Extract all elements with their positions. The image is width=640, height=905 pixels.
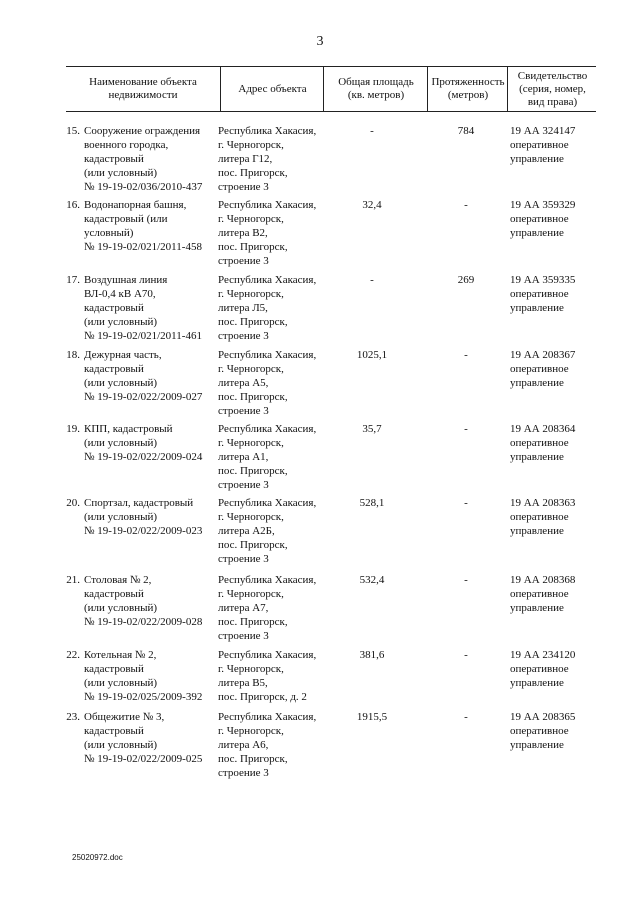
object-name-line: Сооружение ограждения (84, 125, 201, 137)
row-number: 23. (66, 711, 80, 723)
object-address-line: г. Черногорск, (218, 511, 284, 523)
object-name (84, 710, 222, 766)
object-name (84, 348, 222, 404)
object-address-line: пос. Пригорск, (218, 753, 288, 765)
row-number: 17. (66, 274, 80, 286)
object-name (84, 124, 222, 194)
certificate-line: управление (510, 451, 564, 463)
object-address-line: пос. Пригорск, (218, 539, 288, 551)
table-header (66, 66, 596, 112)
object-name-line: (или условный) (84, 437, 158, 449)
certificate (510, 648, 610, 690)
header-address (220, 67, 324, 111)
object-address-line: пос. Пригорск, (218, 316, 288, 328)
object-length: - (464, 199, 468, 211)
header-line: (кв. метров) (347, 89, 405, 101)
object-address (218, 124, 338, 194)
certificate-line: управление (510, 677, 564, 689)
object-name-line: № 19-19-02/022/2009-024 (84, 451, 203, 463)
object-name-line: (или условный) (84, 377, 158, 389)
certificate-line: оперативное (510, 663, 569, 675)
object-name (84, 198, 222, 254)
object-name-line: (или условный) (84, 677, 158, 689)
object-address-line: Республика Хакасия, (218, 497, 317, 509)
object-name-line: кадастровый (84, 363, 144, 375)
object-name-line: (или условный) (84, 602, 158, 614)
object-address-line: строение 3 (218, 553, 269, 565)
object-name-line: условный) (84, 227, 134, 239)
certificate-line: управление (510, 377, 564, 389)
object-length: 269 (457, 274, 475, 286)
object-address-line: строение 3 (218, 255, 269, 267)
object-address (218, 496, 338, 566)
object-address-line: пос. Пригорск, (218, 616, 288, 628)
object-name-line: Спортзал, кадастровый (84, 497, 194, 509)
object-name-line: кадастровый (или (84, 213, 168, 225)
certificate (510, 573, 610, 615)
header-length (427, 67, 508, 111)
object-name-line: КПП, кадастровый (84, 423, 173, 435)
object-address-line: Республика Хакасия, (218, 349, 317, 361)
object-address-line: строение 3 (218, 630, 269, 642)
object-address-line: г. Черногорск, (218, 725, 284, 737)
object-area: 1025,1 (356, 349, 388, 361)
object-name-line: Котельная № 2, (84, 649, 157, 661)
certificate-line: оперативное (510, 363, 569, 375)
object-address-line: г. Черногорск, (218, 139, 284, 151)
certificate-line: оперативное (510, 213, 569, 225)
certificate-line: управление (510, 227, 564, 239)
object-name-line: кадастровый (84, 588, 144, 600)
certificate-line: 19 АА 324147 (510, 125, 576, 137)
object-address-line: литера В2, (218, 227, 268, 239)
object-name-line: кадастровый (84, 663, 144, 675)
object-name-line: (или условный) (84, 167, 158, 179)
certificate (510, 198, 610, 240)
object-length: - (464, 497, 468, 509)
certificate-line: 19 АА 208364 (510, 423, 576, 435)
object-name-line: № 19-19-02/022/2009-028 (84, 616, 203, 628)
object-length: - (464, 711, 468, 723)
certificate-line: оперативное (510, 288, 569, 300)
object-name-line: Общежитие № 3, (84, 711, 165, 723)
object-area: 1915,5 (356, 711, 388, 723)
row-number: 19. (66, 423, 80, 435)
object-length: - (464, 649, 468, 661)
object-address-line: пос. Пригорск, (218, 465, 288, 477)
object-length: - (464, 423, 468, 435)
certificate-line: управление (510, 153, 564, 165)
object-address (218, 573, 338, 643)
header-area (323, 67, 428, 111)
object-name (84, 422, 222, 464)
object-name-line: № 19-19-02/022/2009-023 (84, 525, 203, 537)
object-address (218, 648, 338, 704)
certificate-line: управление (510, 739, 564, 751)
header-line: (метров) (447, 89, 489, 101)
object-length: - (464, 349, 468, 361)
object-name (84, 648, 222, 704)
certificate (510, 124, 610, 166)
header-line: Протяженность (431, 76, 505, 88)
object-length: 784 (457, 125, 475, 137)
certificate (510, 348, 610, 390)
object-address-line: пос. Пригорск, д. 2 (218, 691, 307, 703)
object-address (218, 273, 338, 343)
object-name-line: кадастровый (84, 153, 144, 165)
object-name (84, 273, 222, 343)
object-address-line: пос. Пригорск, (218, 241, 288, 253)
object-address-line: литера В5, (218, 677, 268, 689)
object-address-line: Республика Хакасия, (218, 423, 317, 435)
object-address-line: г. Черногорск, (218, 437, 284, 449)
file-name: 25020972.doc (72, 853, 123, 862)
certificate-line: 19 АА 234120 (510, 649, 576, 661)
object-area: 381,6 (359, 649, 385, 661)
object-address-line: Республика Хакасия, (218, 125, 317, 137)
row-number: 15. (66, 125, 80, 137)
certificate-line: 19 АА 208363 (510, 497, 576, 509)
header-line: недвижимости (108, 89, 178, 101)
object-address-line: г. Черногорск, (218, 363, 284, 375)
object-address-line: Республика Хакасия, (218, 711, 317, 723)
header-line: (серия, номер, (519, 82, 586, 95)
certificate-line: управление (510, 602, 564, 614)
object-name-line: № 19-19-02/022/2009-027 (84, 391, 203, 403)
object-address-line: Республика Хакасия, (218, 649, 317, 661)
object-address (218, 710, 338, 780)
object-address-line: литера Г12, (218, 153, 273, 165)
object-area: 35,7 (362, 423, 382, 435)
header-name (66, 67, 220, 111)
certificate (510, 710, 610, 752)
object-address-line: литера А2Б, (218, 525, 275, 537)
row-number: 20. (66, 497, 80, 509)
object-area: - (370, 274, 374, 286)
object-name-line: № 19-19-02/022/2009-025 (84, 753, 203, 765)
object-name-line: № 19-19-02/036/2010-437 (84, 181, 203, 193)
certificate-line: 19 АА 208367 (510, 349, 576, 361)
object-address-line: г. Черногорск, (218, 213, 284, 225)
object-name-line: Столовая № 2, (84, 574, 152, 586)
object-name-line: ВЛ-0,4 кВ А70, (84, 288, 156, 300)
object-address-line: литера А7, (218, 602, 269, 614)
object-address-line: строение 3 (218, 330, 269, 342)
object-name-line: (или условный) (84, 739, 158, 751)
header-line: Наименование объекта (89, 76, 197, 88)
certificate-line: 19 АА 359335 (510, 274, 576, 286)
object-address-line: Республика Хакасия, (218, 274, 317, 286)
certificate-line: оперативное (510, 725, 569, 737)
object-length: - (464, 574, 468, 586)
header-line: вид права) (527, 95, 578, 108)
object-area: 32,4 (362, 199, 382, 211)
object-address-line: строение 3 (218, 405, 269, 417)
object-name-line: Водонапорная башня, (84, 199, 187, 211)
object-address-line: Республика Хакасия, (218, 199, 317, 211)
object-name (84, 573, 222, 629)
object-address-line: г. Черногорск, (218, 588, 284, 600)
page-number: 3 (316, 34, 324, 49)
object-area: - (370, 125, 374, 137)
certificate (510, 273, 610, 315)
object-address-line: пос. Пригорск, (218, 167, 288, 179)
object-address-line: литера А1, (218, 451, 269, 463)
object-address-line: Республика Хакасия, (218, 574, 317, 586)
certificate-line: оперативное (510, 139, 569, 151)
row-number: 22. (66, 649, 80, 661)
certificate-line: оперативное (510, 588, 569, 600)
object-name (84, 496, 222, 538)
certificate-line: 19 АА 208365 (510, 711, 576, 723)
header-line: Адрес объекта (238, 82, 307, 95)
object-address-line: г. Черногорск, (218, 288, 284, 300)
certificate-line: 19 АА 208368 (510, 574, 576, 586)
object-area: 532,4 (359, 574, 385, 586)
object-address-line: литера А6, (218, 739, 269, 751)
object-name-line: № 19-19-02/021/2011-458 (84, 241, 202, 253)
header-line: Свидетельство (517, 69, 588, 82)
object-address-line: литера А5, (218, 377, 269, 389)
object-address (218, 422, 338, 492)
certificate-line: управление (510, 302, 564, 314)
certificate-line: оперативное (510, 437, 569, 449)
object-address-line: строение 3 (218, 767, 269, 779)
header-certificate (507, 67, 597, 111)
object-name-line: Воздушная линия (84, 274, 168, 286)
object-address (218, 198, 338, 268)
object-address-line: строение 3 (218, 181, 269, 193)
object-address-line: строение 3 (218, 479, 269, 491)
object-name-line: военного городка, (84, 139, 169, 151)
object-address-line: г. Черногорск, (218, 663, 284, 675)
object-name-line: Дежурная часть, (84, 349, 162, 361)
object-area: 528,1 (359, 497, 385, 509)
object-name-line: № 19-19-02/025/2009-392 (84, 691, 203, 703)
object-name-line: (или условный) (84, 316, 158, 328)
object-address-line: литера Л5, (218, 302, 268, 314)
certificate (510, 422, 610, 464)
object-address-line: пос. Пригорск, (218, 391, 288, 403)
object-name-line: кадастровый (84, 302, 144, 314)
certificate-line: управление (510, 525, 564, 537)
object-address (218, 348, 338, 418)
row-number: 16. (66, 199, 80, 211)
header-line: Общая площадь (338, 76, 414, 88)
certificate-line: оперативное (510, 511, 569, 523)
certificate-line: 19 АА 359329 (510, 199, 576, 211)
object-name-line: № 19-19-02/021/2011-461 (84, 330, 202, 342)
certificate (510, 496, 610, 538)
object-name-line: (или условный) (84, 511, 158, 523)
row-number: 21. (66, 574, 80, 586)
object-name-line: кадастровый (84, 725, 144, 737)
row-number: 18. (66, 349, 80, 361)
